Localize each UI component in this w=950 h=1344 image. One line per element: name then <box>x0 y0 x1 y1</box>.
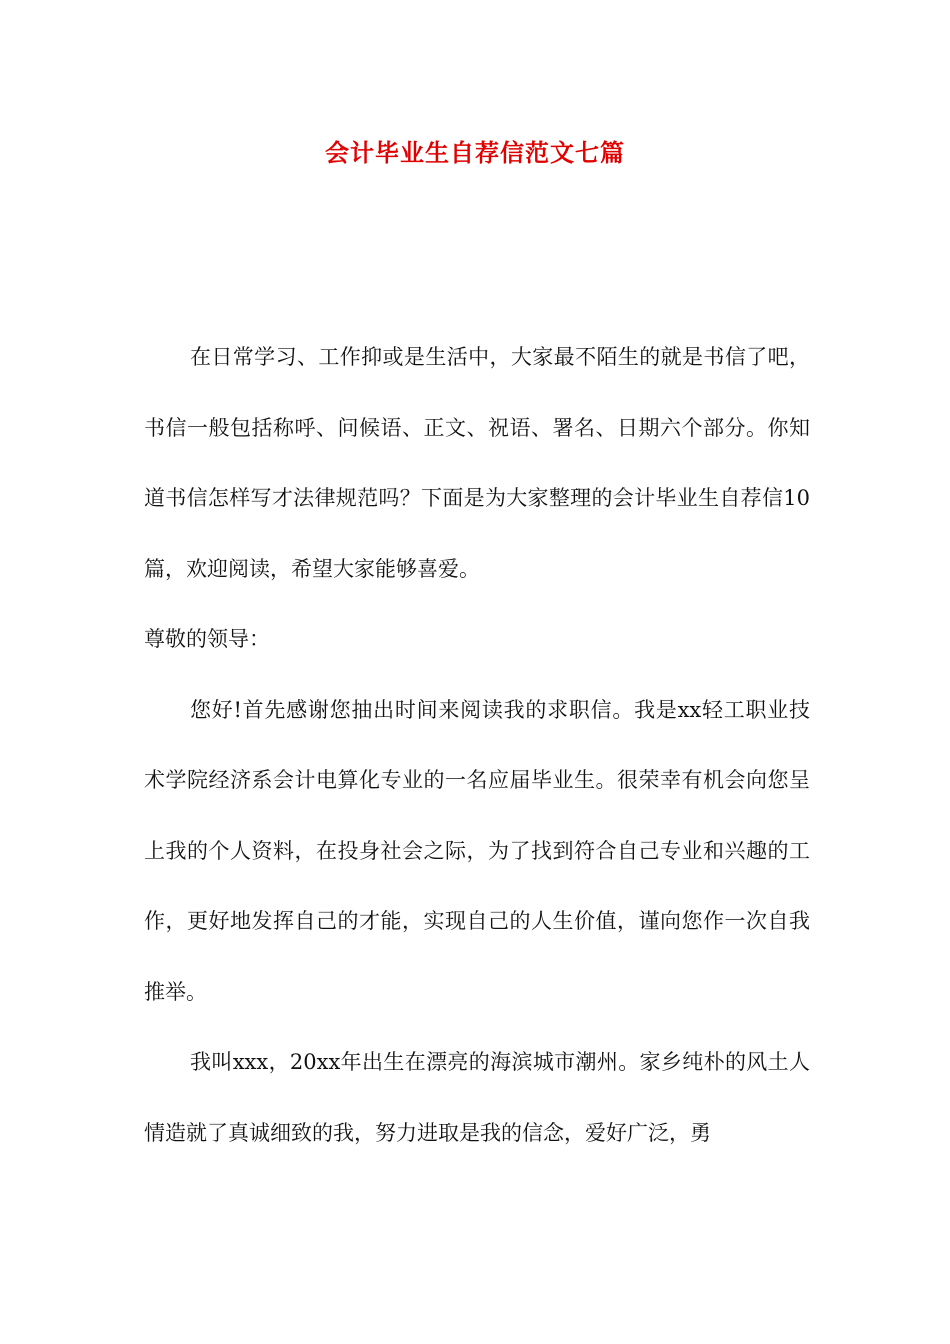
intro-paragraph: 在日常学习、工作抑或是生活中，大家最不陌生的就是书信了吧，书信一般包括称呼、问候语、正文、祝语、署名、日期六个部分。你知道书信怎样写才法律规范吗？下面是为大家整理的会计毕业生自荐信10篇，欢迎阅读，希望大家能够喜爱。 <box>144 345 810 581</box>
body-paragraph-self-introduction: 您好!首先感谢您抽出时间来阅读我的求职信。我是xx轻工职业技术学院经济系会计电算化专业的一名应届毕业生。很荣幸有机会向您呈上我的个人资料，在投身社会之际，为了找到符合自己专业和兴趣的工作，更好地发挥自己的才能，实现自己的人生价值，谨向您作一次自我推举。 <box>144 697 810 1004</box>
document-body <box>144 322 810 1168</box>
salutation: 尊敬的领导： <box>144 627 270 651</box>
body-paragraph-background: 我叫xxx，20xx年出生在漂亮的海滨城市潮州。家乡纯朴的风土人情造就了真诚细致的我，努力进取是我的信念，爱好广泛，勇 <box>144 1050 810 1145</box>
document-title: 会计毕业生自荐信范文七篇 <box>325 138 625 167</box>
